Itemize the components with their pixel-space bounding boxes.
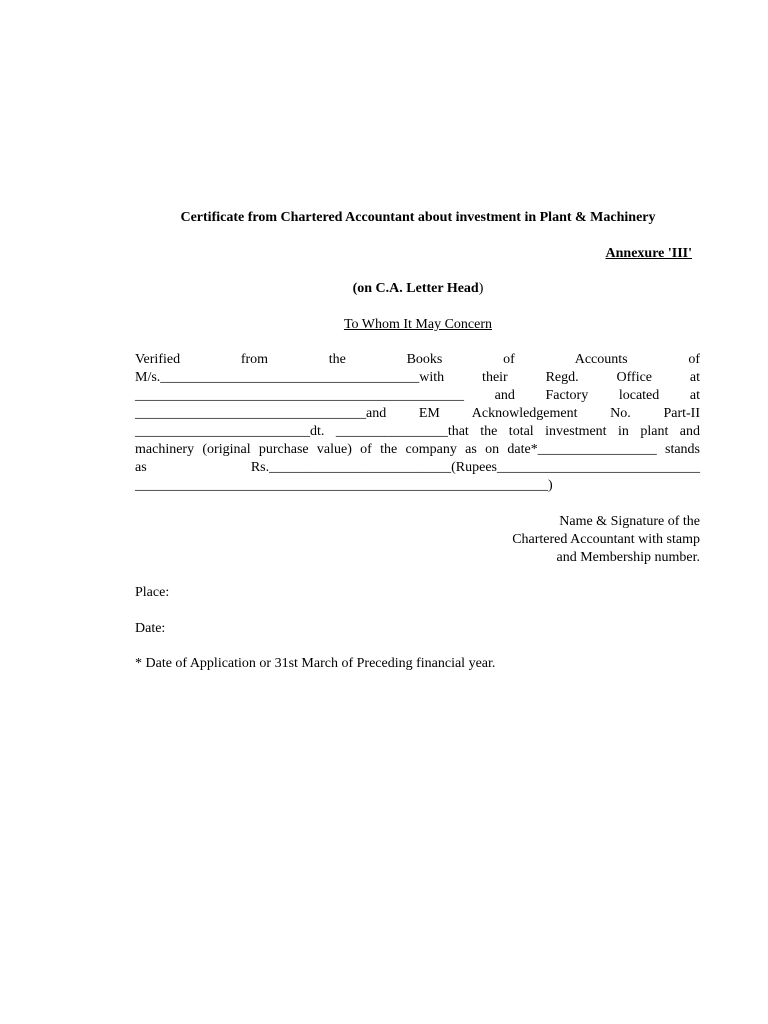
- signature-block: [420, 513, 700, 567]
- body-line: _______________________________________________ and Factory located at: [135, 388, 700, 403]
- body-line: machinery (original purchase value) of the company as on date*_________________ stands: [135, 442, 700, 457]
- body-line: M/s._____________________________________with their Regd. Office at: [135, 370, 700, 385]
- certificate-body: [135, 351, 700, 495]
- letterhead-note-close: ): [478, 281, 484, 296]
- letterhead-note: [0, 280, 768, 298]
- body-line: as Rs.__________________________(Rupees_____________________________: [135, 460, 700, 475]
- signature-line: and Membership number.: [556, 550, 700, 565]
- annexure-label: Annexure 'III': [605, 246, 692, 261]
- letterhead-note-bold: (on C.A. Letter Head: [352, 281, 479, 296]
- footnote: * Date of Application or 31st March of Preceding financial year.: [135, 656, 496, 671]
- document-title: Certificate from Chartered Accountant about investment in Plant & Machinery: [180, 210, 656, 225]
- signature-line: Name & Signature of the: [559, 514, 700, 529]
- salutation: To Whom It May Concern: [343, 317, 493, 332]
- body-line: ___________________________________________________________): [135, 478, 553, 493]
- body-line: _________________________________and EM Acknowledgement No. Part-II: [135, 406, 700, 421]
- date-label: Date:: [135, 621, 166, 636]
- place-label: Place:: [135, 585, 170, 600]
- signature-line: Chartered Accountant with stamp: [512, 532, 700, 547]
- body-line: _________________________dt. ________________that the total investment in plant and: [135, 424, 700, 439]
- body-line: Verified from the Books of Accounts of: [135, 352, 700, 367]
